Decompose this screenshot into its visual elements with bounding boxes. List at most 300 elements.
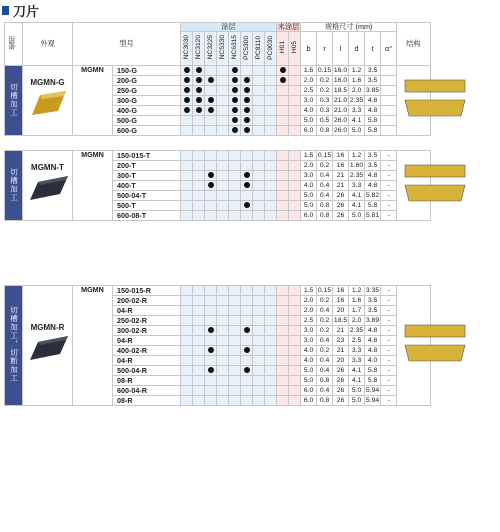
- coating-cell: [217, 336, 229, 346]
- dimension-cell: 5.0: [301, 376, 317, 386]
- coating-cell: [265, 201, 277, 211]
- insert-code: 200-02-R: [113, 296, 181, 306]
- insert-series-name: MGMN-G: [30, 77, 65, 87]
- dimension-cell: 0.3: [317, 96, 333, 106]
- coating-cell: [217, 296, 229, 306]
- coating-cell: [229, 171, 241, 181]
- dimension-cell: 26: [333, 386, 349, 396]
- coating-cell: [205, 316, 217, 326]
- insert-code: 08-R: [113, 396, 181, 406]
- coating-cell: [205, 376, 217, 386]
- dimension-cell: 3.0: [301, 326, 317, 336]
- dimension-cell: -: [381, 346, 397, 356]
- coating-cell: [253, 151, 265, 161]
- dimension-cell: 2.5: [301, 316, 317, 326]
- availability-dot-icon: [244, 347, 250, 353]
- dimension-cell: 20: [333, 306, 349, 316]
- availability-dot-icon: [244, 202, 250, 208]
- coating-cell: [205, 396, 217, 406]
- dimension-cell: 0.2: [317, 326, 333, 336]
- coating-header-nc6315: NC6315: [229, 32, 241, 66]
- coating-cell: [205, 86, 217, 96]
- uncoated-cell: [289, 116, 301, 126]
- coating-cell: [241, 126, 253, 136]
- availability-dot-icon: [208, 97, 214, 103]
- dimension-cell: -: [381, 171, 397, 181]
- insert-code: 300-T: [113, 171, 181, 181]
- dimension-cell: 26: [333, 191, 349, 201]
- coating-cell: [253, 396, 265, 406]
- dimension-cell: 2.0: [301, 306, 317, 316]
- availability-dot-icon: [244, 172, 250, 178]
- coating-cell: [241, 356, 253, 366]
- dimension-cell: -: [381, 336, 397, 346]
- coating-cell: [193, 306, 205, 316]
- coating-cell: [181, 171, 193, 181]
- dimension-cell: [381, 66, 397, 76]
- coating-cell: [265, 316, 277, 326]
- coating-cell: [229, 306, 241, 316]
- dimension-cell: [381, 76, 397, 86]
- coating-cell: [205, 106, 217, 116]
- dimension-cell: 5.0: [349, 396, 365, 406]
- uncoated-cell: [289, 151, 301, 161]
- dimension-cell: 21.0: [333, 106, 348, 114]
- coating-cell: [205, 181, 217, 191]
- uncoated-cell: [277, 366, 289, 376]
- insert-code: 250-02-R: [113, 316, 181, 326]
- dimension-cell: 0.4: [317, 366, 333, 376]
- dimension-cell: 6.0: [301, 211, 317, 221]
- coating-cell: [229, 106, 241, 116]
- coating-cell: [265, 151, 277, 161]
- coating-cell: [253, 201, 265, 211]
- dimension-cell: 4.8: [365, 181, 381, 191]
- availability-dot-icon: [232, 117, 238, 123]
- dimension-cell: 3.0: [301, 171, 317, 181]
- availability-dot-icon: [184, 97, 190, 103]
- dimension-cell: 4.8: [365, 96, 381, 106]
- availability-dot-icon: [232, 107, 238, 113]
- dimension-cell: 2.35: [349, 171, 364, 179]
- coating-cell: [265, 96, 277, 106]
- coating-cell: [241, 346, 253, 356]
- uncoated-cell: [289, 396, 301, 406]
- coating-cell: [241, 96, 253, 106]
- g-insert-image: [26, 87, 70, 121]
- coating-cell: [265, 86, 277, 96]
- uncoated-cell: [289, 171, 301, 181]
- coating-cell: [265, 181, 277, 191]
- coating-cell: [217, 346, 229, 356]
- insert-code: 600-G: [113, 126, 181, 136]
- coating-cell: [265, 336, 277, 346]
- coating-cell: [205, 286, 217, 296]
- coating-cell: [253, 326, 265, 336]
- dimension-cell: 18.5: [333, 86, 348, 94]
- uncoated-cell: [277, 296, 289, 306]
- uncoated-cell: [277, 306, 289, 316]
- dimension-cell: 4.8: [365, 346, 381, 356]
- dimension-cell: -: [381, 151, 397, 161]
- coating-cell: [265, 386, 277, 396]
- dimension-cell: 0.5: [317, 116, 333, 126]
- coating-cell: [241, 201, 253, 211]
- insert-code: 200-G: [113, 76, 181, 86]
- insert-series-name: MGMN-R: [30, 322, 65, 332]
- uncoated-cell: [277, 96, 289, 106]
- dimension-cell: 21: [333, 171, 349, 181]
- coating-cell: [241, 316, 253, 326]
- uncoated-cell: [277, 86, 289, 96]
- dimension-cell: 0.4: [317, 191, 333, 201]
- dimension-cell: 3.5: [365, 161, 381, 171]
- dimension-cell: 1.6: [349, 76, 365, 86]
- uncoated-cell: [289, 66, 301, 76]
- dimension-cell: 0.3: [317, 106, 333, 116]
- uncoated-cell: [289, 106, 301, 116]
- dimension-cell: 1.2: [349, 66, 365, 76]
- coating-cell: [181, 161, 193, 171]
- dimension-cell: 0.2: [317, 346, 333, 356]
- coating-cell: [217, 181, 229, 191]
- uncoated-cell: [277, 386, 289, 396]
- uncoated-cell: [277, 326, 289, 336]
- coating-cell: [217, 76, 229, 86]
- dimension-cell: 4.0: [301, 181, 317, 191]
- coating-cell: [229, 191, 241, 201]
- coating-cell: [241, 116, 253, 126]
- dimension-cell: 2.0: [301, 296, 317, 306]
- coating-cell: [253, 336, 265, 346]
- uncoated-cell: [289, 181, 301, 191]
- coating-cell: [205, 296, 217, 306]
- coating-cell: [193, 201, 205, 211]
- dimension-cell: -: [381, 386, 397, 396]
- uncoated-cell: [289, 336, 301, 346]
- coating-cell: [217, 151, 229, 161]
- uncoated-group-header: 未涂层: [277, 22, 300, 31]
- dimension-cell: -: [381, 316, 397, 326]
- dimension-cell: 5.0: [349, 126, 365, 136]
- insert-code: 250-G: [113, 86, 181, 96]
- dimension-cell: 3.5: [365, 306, 381, 316]
- coating-cell: [229, 386, 241, 396]
- insert-code: 04-R: [113, 306, 181, 316]
- availability-dot-icon: [196, 107, 202, 113]
- coating-cell: [193, 376, 205, 386]
- coating-cell: [229, 211, 241, 221]
- coating-cell: [181, 296, 193, 306]
- dimension-cell: -: [381, 376, 397, 386]
- coating-cell: [217, 326, 229, 336]
- availability-dot-icon: [184, 67, 190, 73]
- dimension-cell: 23: [333, 336, 349, 346]
- coating-cell: [241, 76, 253, 86]
- coating-cell: [241, 191, 253, 201]
- dimension-cell: 26: [333, 366, 349, 376]
- coating-header-nc3225: NC3225: [205, 32, 217, 66]
- availability-dot-icon: [184, 77, 190, 83]
- coating-cell: [193, 326, 205, 336]
- coating-cell: [253, 376, 265, 386]
- dimension-cell: 1.6: [349, 296, 365, 306]
- coating-cell: [193, 161, 205, 171]
- availability-dot-icon: [244, 87, 250, 93]
- dimension-cell: 18.5: [333, 316, 348, 324]
- dimension-cell: -: [381, 286, 397, 296]
- dimension-cell: 0.8: [317, 376, 333, 386]
- uncoated-cell: [289, 96, 301, 106]
- coating-cell: [205, 116, 217, 126]
- uncoated-cell: [277, 116, 289, 126]
- dimension-cell: 1.60: [349, 161, 364, 169]
- availability-dot-icon: [244, 117, 250, 123]
- dimension-cell: 5.81: [365, 211, 380, 219]
- dimension-cell: 6.0: [301, 126, 317, 136]
- insert-code: 04-R: [113, 336, 181, 346]
- dimension-cell: 3.89: [365, 316, 380, 324]
- dimension-cell: 0.4: [317, 171, 333, 181]
- coating-cell: [193, 106, 205, 116]
- insert-code: 04-R: [113, 356, 181, 366]
- coating-cell: [217, 396, 229, 406]
- uncoated-cell: [277, 106, 289, 116]
- availability-dot-icon: [208, 182, 214, 188]
- dimension-cell: 16: [333, 151, 349, 161]
- coating-cell: [181, 316, 193, 326]
- page-title-text: 刀片: [13, 3, 40, 19]
- coating-cell: [253, 286, 265, 296]
- availability-dot-icon: [196, 87, 202, 93]
- uncoated-cell: [289, 286, 301, 296]
- dimension-cell: 0.8: [317, 201, 333, 211]
- coating-cell: [253, 76, 265, 86]
- dimension-cell: 0.15: [317, 66, 332, 74]
- availability-dot-icon: [232, 97, 238, 103]
- coating-cell: [205, 151, 217, 161]
- dimension-cell: 0.8: [317, 211, 333, 221]
- coating-cell: [229, 96, 241, 106]
- coating-cell: [265, 306, 277, 316]
- structure-drawing: [397, 74, 473, 126]
- structure-drawing: [397, 319, 473, 371]
- dimension-cell: 21: [333, 326, 349, 336]
- dimension-cell: 16.0: [333, 76, 348, 84]
- availability-dot-icon: [196, 97, 202, 103]
- coating-cell: [181, 76, 193, 86]
- dimension-cell: 4.0: [301, 106, 317, 116]
- coating-cell: [265, 116, 277, 126]
- coating-cell: [217, 171, 229, 181]
- dimension-cell: [381, 96, 397, 106]
- dimension-cell: 5.0: [349, 211, 365, 221]
- coating-cell: [205, 326, 217, 336]
- dimension-cell: 3.5: [365, 76, 381, 86]
- coating-cell: [193, 286, 205, 296]
- coating-cell: [265, 356, 277, 366]
- coating-cell: [193, 116, 205, 126]
- dimension-cell: 0.4: [317, 336, 333, 346]
- coating-cell: [253, 366, 265, 376]
- dim-header-1: r: [317, 32, 333, 66]
- coating-cell: [253, 316, 265, 326]
- insert-code: 600-04-R: [113, 386, 181, 396]
- availability-dot-icon: [196, 77, 202, 83]
- coating-cell: [241, 336, 253, 346]
- dimension-cell: 21.0: [333, 96, 348, 104]
- uncoated-cell: [289, 356, 301, 366]
- availability-dot-icon: [244, 367, 250, 373]
- coating-cell: [241, 326, 253, 336]
- dim-header-4: t: [365, 32, 381, 66]
- coating-cell: [181, 386, 193, 396]
- coating-cell: [253, 181, 265, 191]
- dimension-cell: -: [381, 191, 397, 201]
- coating-cell: [229, 126, 241, 136]
- dimension-cell: 4.1: [349, 376, 365, 386]
- dimension-cell: [381, 116, 397, 126]
- coating-cell: [229, 66, 241, 76]
- group-spacer: [5, 221, 498, 286]
- uncoated-cell: [289, 126, 301, 136]
- dimension-cell: 2.0: [349, 86, 365, 96]
- uncoated-cell: [289, 86, 301, 96]
- dimension-cell: 5.0: [301, 366, 317, 376]
- insert-code: 150-015-R: [113, 286, 181, 296]
- coating-cell: [181, 181, 193, 191]
- coating-cell: [253, 66, 265, 76]
- coating-cell: [265, 191, 277, 201]
- availability-dot-icon: [244, 327, 250, 333]
- dimension-cell: 3.3: [349, 181, 365, 191]
- coating-cell: [265, 211, 277, 221]
- model-cell: MGMN: [73, 286, 113, 406]
- dimension-cell: 4.1: [349, 191, 365, 201]
- dimension-cell: 0.2: [317, 316, 333, 326]
- dimension-cell: 4.8: [365, 336, 381, 346]
- dimension-cell: 3.3: [349, 346, 365, 356]
- usage-header: 使用: [5, 23, 23, 66]
- coating-cell: [229, 366, 241, 376]
- dimension-cell: [381, 86, 397, 96]
- coating-cell: [205, 366, 217, 376]
- table-row: [5, 66, 498, 76]
- dimension-cell: 4.1: [349, 116, 365, 126]
- header-row-1: [5, 23, 498, 32]
- coating-cell: [265, 346, 277, 356]
- dimension-cell: 0.15: [317, 286, 332, 294]
- coating-cell: [241, 366, 253, 376]
- coating-header-pc9030: PC9030: [265, 32, 277, 66]
- dimension-cell: 6.0: [301, 396, 317, 406]
- coating-cell: [193, 76, 205, 86]
- model-cell: MGMN: [73, 66, 113, 136]
- dimension-cell: 2.0: [301, 76, 317, 86]
- dimension-cell: 0.2: [317, 296, 333, 306]
- dimension-cell: -: [381, 201, 397, 211]
- coating-cell: [265, 106, 277, 116]
- dimension-cell: 0.8: [317, 126, 333, 136]
- uncoated-cell: [289, 386, 301, 396]
- title-marker-icon: [2, 6, 9, 15]
- insert-code: 150-015-T: [113, 151, 181, 161]
- coating-cell: [253, 306, 265, 316]
- coating-cell: [181, 96, 193, 106]
- structure-cell: [397, 151, 430, 221]
- insert-code: 300-02-R: [113, 326, 181, 336]
- dimension-cell: 2.5: [301, 86, 317, 96]
- coating-cell: [205, 96, 217, 106]
- coating-cell: [205, 386, 217, 396]
- uncoated-cell: [289, 306, 301, 316]
- availability-dot-icon: [184, 87, 190, 93]
- uncoated-cell: [277, 161, 289, 171]
- coating-cell: [193, 356, 205, 366]
- uncoated-cell: [277, 211, 289, 221]
- coating-cell: [217, 66, 229, 76]
- dimension-cell: 3.3: [349, 106, 365, 116]
- usage-label: 切槽加工，切断加工: [5, 286, 23, 406]
- dimension-cell: 5.8: [365, 376, 381, 386]
- availability-dot-icon: [280, 77, 286, 83]
- coating-cell: [265, 286, 277, 296]
- dimension-cell: 1.7: [349, 306, 365, 316]
- dimension-cell: 2.35: [349, 326, 364, 334]
- coating-cell: [181, 356, 193, 366]
- uncoated-cell: [277, 201, 289, 211]
- dimension-cell: 5.8: [365, 201, 381, 211]
- coating-cell: [253, 356, 265, 366]
- dimension-cell: 21: [333, 346, 349, 356]
- uncoated-cell: [277, 286, 289, 296]
- insert-code: 400-T: [113, 181, 181, 191]
- dimension-cell: 26: [333, 396, 349, 406]
- availability-dot-icon: [208, 107, 214, 113]
- coating-cell: [217, 211, 229, 221]
- coating-cell: [229, 181, 241, 191]
- uncoated-cell: [289, 316, 301, 326]
- t-insert-image: [26, 172, 70, 206]
- dimension-cell: -: [381, 366, 397, 376]
- coating-cell: [181, 326, 193, 336]
- insert-spec-table: [4, 22, 497, 406]
- dimension-cell: 0.4: [317, 386, 333, 396]
- dimension-cell: 5.0: [301, 191, 317, 201]
- table-row: [5, 286, 498, 296]
- dimension-cell: 2.5: [349, 336, 365, 346]
- coating-cell: [205, 161, 217, 171]
- t-insert-image: [26, 332, 70, 366]
- coating-cell: [265, 66, 277, 76]
- dimension-cell: 26: [333, 376, 349, 386]
- coating-cell: [205, 201, 217, 211]
- insert-code: 400-02-R: [113, 346, 181, 356]
- coating-cell: [229, 376, 241, 386]
- coating-cell: [241, 211, 253, 221]
- coating-header-pc8110: PC8110: [253, 32, 265, 66]
- coating-cell: [229, 336, 241, 346]
- dimension-cell: 4.1: [349, 366, 365, 376]
- coating-cell: [241, 306, 253, 316]
- coating-cell: [181, 366, 193, 376]
- dimension-cell: 21: [333, 181, 349, 191]
- coating-cell: [229, 116, 241, 126]
- dimension-cell: -: [381, 161, 397, 171]
- coating-cell: [193, 151, 205, 161]
- availability-dot-icon: [208, 77, 214, 83]
- coating-cell: [181, 376, 193, 386]
